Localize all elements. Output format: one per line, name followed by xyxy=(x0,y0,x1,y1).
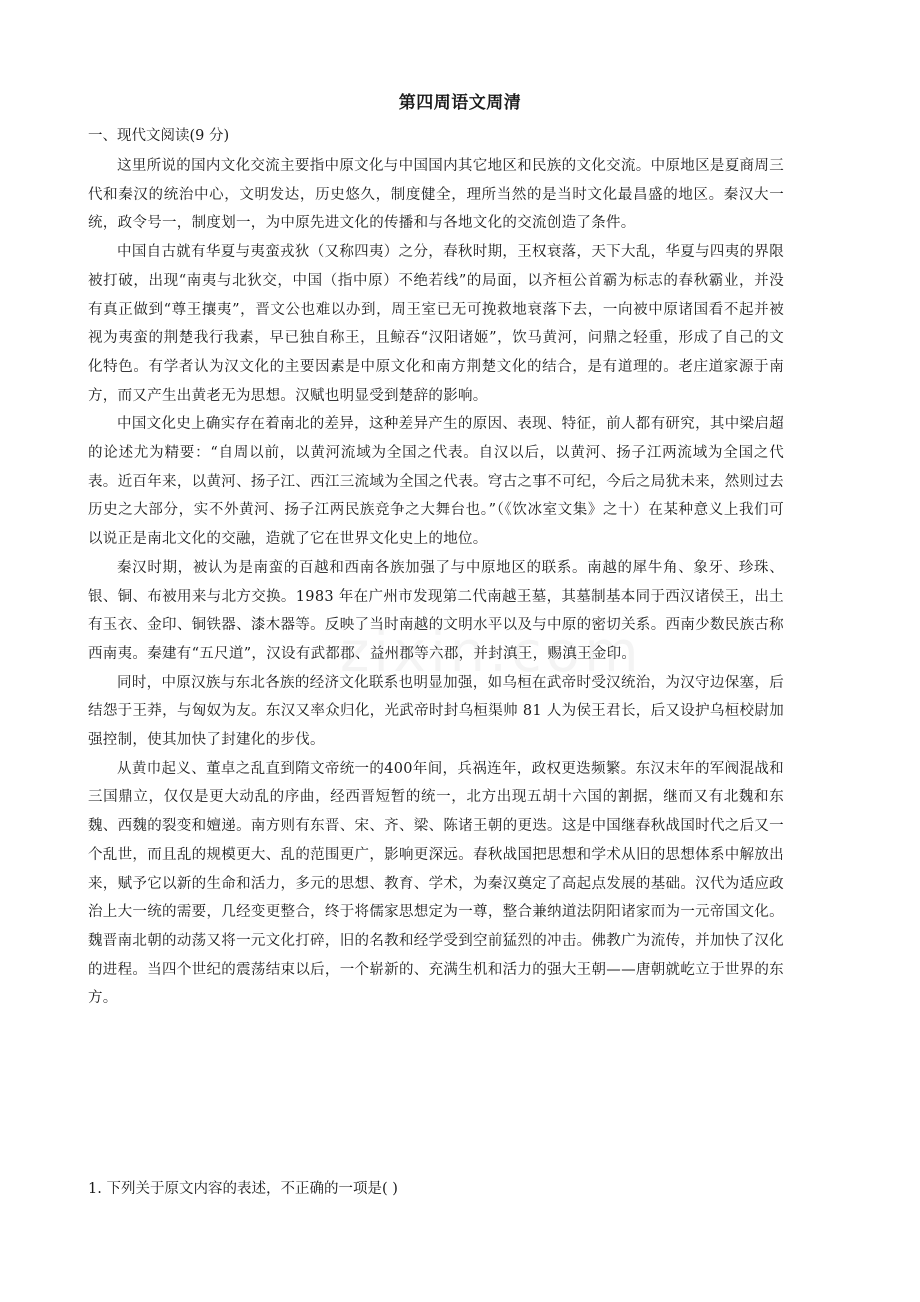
question-1: 1. 下列关于原文内容的表述，不正确的一项是( ) xyxy=(88,1181,398,1197)
passage-paragraph: 中国文化史上确实存在着南北的差异，这种差异产生的原因、表现、特征，前人都有研究，其中梁启超的论述尤为精要：“自周以前，以黄河流域为全国之代表。自汉以后，以黄河、扬子江两流域为全国之代表。近百年来，以黄河、扬子江、西江三流域为全国之代表。穹古之事不可纪，今后之局犹未来，然则过去历史之大部分，实不外黄河、扬子江两民族竞争之大舞台也。”（《饮冰室文集》之十）在某种意义上我们可以说正是南北文化的交融，造就了它在世界文化史上的地位。 xyxy=(88,416,784,548)
watermark xyxy=(340,620,643,685)
section-heading: 一、现代文阅读(9 分) xyxy=(88,128,230,144)
passage-paragraph: 同时，中原汉族与东北各族的经济文化联系也明显加强，如乌桓在武帝时受汉统治，为汉守边保塞，后结怨于王莽，与匈奴为友。东汉又率众归化，光武帝时封乌桓渠帅 81 人为侯王君长，后又设护乌桓校尉加强控制，使其加快了封建化的步伐。 xyxy=(88,674,784,749)
passage-paragraph: 从黄巾起义、董卓之乱直到隋文帝统一的400年间，兵祸连年，政权更迭频繁。东汉末年的军阀混战和三国鼎立，仅仅是更大动乱的序曲，经西晋短暂的统一，北方出现五胡十六国的割据，继而又有北魏和东魏、西魏的裂变和嬗递。南方则有东晋、宋、齐、梁、陈诸王朝的更迭。这是中国继春秋战国时代之后又一个乱世，而且乱的规模更大、乱的范围更广，影响更深远。春秋战国把思想和学术从旧的思想体系中解放出来，赋予它以新的生命和活力，多元的思想、教育、学术，为秦汉奠定了高起点发展的基础。汉代为适应政治上大一统的需要，几经变更整合，终于将儒家思想定为一尊，整合兼纳道法阴阳诸家而为一元帝国文化。魏晋南北朝的动荡又将一元文化打碎，旧的名教和经学受到空前猛烈的冲击。佛教广为流传，并加快了汉化的进程。当四个世纪的震荡结束以后，一个崭新的、充满生机和活力的强大王朝——唐朝就屹立于世界的东方。 xyxy=(88,760,784,1007)
reading-passage xyxy=(88,152,784,1013)
page-title: 第四周语文周清 xyxy=(398,93,522,113)
passage-paragraph: 这里所说的国内文化交流主要指中原文化与中国国内其它地区和民族的文化交流。中原地区是夏商周三代和秦汉的统治中心，文明发达，历史悠久，制度健全，理所当然的是当时文化最昌盛的地区。秦汉大一统，政令号一，制度划一，为中原先进文化的传播和与各地文化的交流创造了条件。 xyxy=(88,158,784,232)
passage-paragraph: 中国自古就有华夏与夷蛮戎狄（又称四夷）之分，春秋时期，王权衰落，天下大乱，华夏与四夷的界限被打破，出现“南夷与北狄交，中国（指中原）不绝若线”的局面，以齐桓公首霸为标志的春秋霸业，并没有真正做到“尊王攘夷”，晋文公也难以办到，周王室已无可挽救地衰落下去，一向被中原诸国看不起并被视为夷蛮的荆楚我行我素，早已独自称王，且鲸吞“汉阳诸姬”，饮马黄河，问鼎之轻重，形成了自己的文化特色。有学者认为汉文化的主要因素是中原文化和南方荆楚文化的结合，是有道理的。老庄道家源于南方，而又产生出黄老无为思想。汉赋也明显受到楚辞的影响。 xyxy=(88,244,784,404)
passage-paragraph: 秦汉时期，被认为是南蛮的百越和西南各族加强了与中原地区的联系。南越的犀牛角、象牙、珍珠、银、铜、布被用来与北方交换。1983 年在广州市发现第二代南越王墓，其墓制基本同于西汉诸侯王，出土有玉衣、金印、铜铁器、漆木器等。反映了当时南越的文明水平以及与中原的密切关系。西南少数民族古称西南夷。秦建有“五尺道”，汉设有武都郡、益州郡等六郡，并封滇王，赐滇王金印。 xyxy=(88,559,784,662)
